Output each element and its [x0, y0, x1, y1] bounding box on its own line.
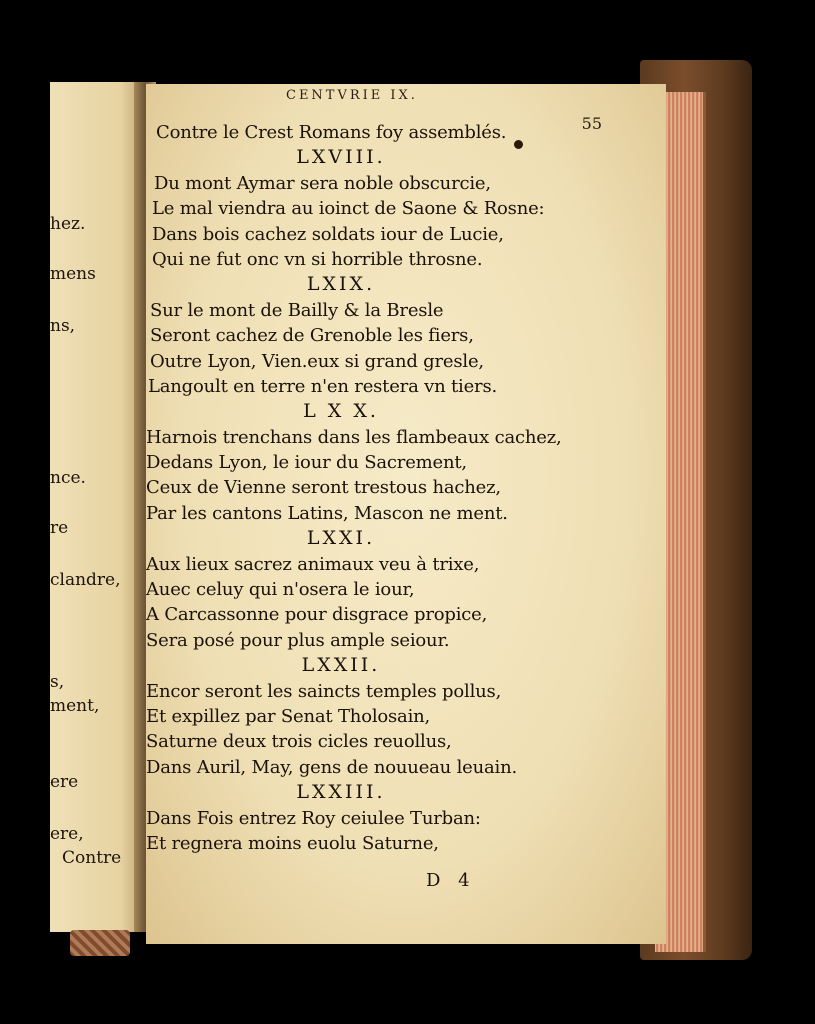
verse-line: Le mal viendra au ioinct de Saone & Rosne:	[152, 198, 545, 220]
quatrain-number: L X X.	[303, 400, 379, 423]
verse-line: Auec celuy qui n'osera le iour,	[146, 579, 415, 601]
left-text-fragment: nce.	[50, 468, 86, 488]
left-text-fragment: hez.	[50, 214, 86, 234]
verse-line: Dans Auril, May, gens de nouueau leuain.	[146, 756, 517, 778]
verse-line: Du mont Aymar sera noble obscurcie,	[154, 172, 491, 194]
left-text-fragment: ere,	[50, 824, 84, 844]
verse-line: Ceux de Vienne seront trestous hachez,	[146, 477, 501, 499]
page-number: 55	[581, 114, 602, 133]
verse-block	[146, 120, 646, 856]
verse-line: Sera posé pour plus ample seiour.	[146, 629, 450, 651]
verse-line: Seront cachez de Grenoble les fiers,	[150, 325, 474, 347]
verse-line: Et expillez par Senat Tholosain,	[146, 705, 431, 727]
quatrain-number: LXXIII.	[296, 781, 386, 804]
running-head: CENTVRIE IX.	[286, 88, 418, 103]
left-text-fragment: s,	[50, 672, 65, 692]
verse-line: Langoult en terre n'en restera vn tiers.	[148, 375, 498, 397]
verse-line: Contre le Crest Romans foy assemblés.	[156, 122, 507, 143]
right-page	[146, 84, 666, 944]
left-text-fragment: ere	[50, 772, 79, 792]
left-text-fragment: ment,	[50, 696, 100, 716]
verse-line: Harnois trenchans dans les flambeaux cachez,	[146, 426, 562, 448]
verse-line: A Carcassonne pour disgrace propice,	[146, 604, 488, 626]
verse-line: Dans Fois entrez Roy ceiulee Turban:	[146, 807, 481, 829]
quatrain-number: LXXII.	[301, 654, 381, 677]
verse-line: Aux lieux sacrez animaux veu à trixe,	[146, 553, 480, 575]
quatrain-number: LXXI.	[306, 527, 376, 550]
ribbon-bookmark	[70, 930, 130, 956]
verse-line: Par les cantons Latins, Mascon ne ment.	[146, 502, 508, 524]
verse-line: Saturne deux trois cicles reuollus,	[146, 731, 452, 753]
verse-line: Outre Lyon, Vien.eux si grand gresle,	[150, 350, 484, 372]
left-text-fragment: clandre,	[50, 570, 121, 590]
verse-line: Sur le mont de Bailly & la Bresle	[150, 299, 444, 321]
left-text-fragment: mens	[50, 264, 96, 284]
left-text-fragment: re	[50, 518, 69, 538]
left-text-fragment: ns,	[50, 316, 76, 336]
signature-mark: D 4	[426, 870, 476, 891]
verse-line: Dans bois cachez soldats iour de Lucie,	[152, 223, 504, 245]
verse-line: Qui ne fut onc vn si horrible throsne.	[152, 248, 483, 270]
verse-line: Dedans Lyon, le iour du Sacrement,	[146, 452, 467, 474]
verse-line: Encor seront les saincts temples pollus,	[146, 680, 502, 702]
quatrain-number: LXVIII.	[296, 146, 386, 169]
quatrain-number: LXIX.	[306, 273, 376, 296]
catchword: Contre	[62, 848, 122, 868]
verse-line: Et regnera moins euolu Saturne,	[146, 832, 439, 854]
